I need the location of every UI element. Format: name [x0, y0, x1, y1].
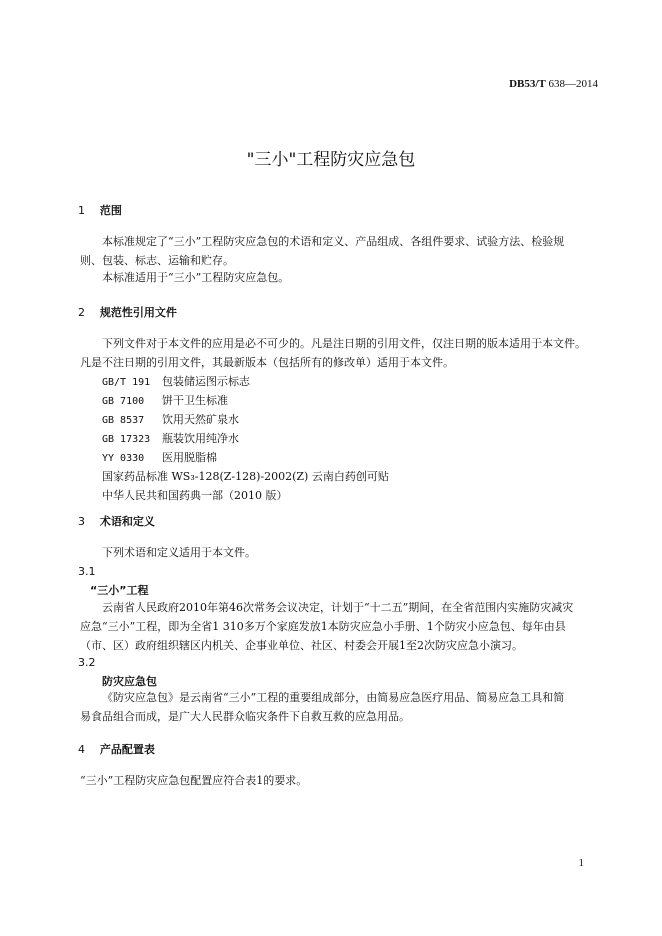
term-3-2-definition-line-1: 《防灾应急包》是云南省“三小”工程的重要组成部分，由简易应急医疗用品、简易应急工具和简 [102, 691, 565, 704]
term-3-2-title: 防灾应急包 [102, 675, 157, 688]
reference-item [102, 391, 228, 412]
term-3-2-definition-line-2: 易食品组合而成，是广大人民群众临灾条件下自救互救的应急用品。 [80, 710, 410, 723]
document-code [509, 78, 598, 90]
document-code-number: 638—2014 [548, 78, 598, 90]
term-3-1-title: “三小”工程 [90, 584, 149, 597]
reference-item [102, 448, 217, 469]
section-1-paragraph-1-line-1: 本标准规定了“三小”工程防灾应急包的术语和定义、产品组成、各组件要求、试验方法、检验规 [102, 235, 565, 248]
reference-item [102, 372, 250, 393]
section-3-number: 3 [78, 515, 85, 528]
reference-name: 瓶装饮用纯净水 [162, 432, 239, 445]
reference-item-drug-standard: 国家药品标准 WS₃-128(Z-128)-2002(Z) 云南白药创可贴 [102, 470, 389, 483]
section-3-heading [78, 513, 155, 529]
reference-item [102, 410, 239, 431]
reference-code: GB/T 191 [102, 377, 151, 388]
term-3-1-definition-line-3: （市、区）政府组织辖区内机关、企事业单位、社区、村委会开展1至2次防灾应急小演习。 [80, 639, 523, 652]
reference-name: 包装储运图示标志 [162, 375, 250, 388]
section-2-paragraph-line-2: 凡是不注日期的引用文件，其最新版本（包括所有的修改单）适用于本文件。 [80, 356, 454, 369]
section-1-title: 范围 [99, 204, 122, 217]
reference-item [102, 429, 239, 450]
reference-name: 饮用天然矿泉水 [162, 413, 239, 426]
reference-code: YY 0330 [102, 453, 145, 464]
section-2-paragraph-line-1: 下列文件对于本文件的应用是必不可少的。凡是注日期的引用文件，仅注日期的版本适用于本文件。 [102, 337, 586, 350]
term-3-1-number: 3.1 [78, 565, 96, 578]
reference-code: GB 8537 [102, 415, 145, 426]
page-title: "三小"工程防灾应急包 [246, 150, 416, 170]
section-4-number: 4 [78, 743, 85, 756]
term-3-1-definition-line-1: 云南省人民政府2010年第46次常务会议决定，计划于“十二五”期间，在全省范围内实施防灾减灾 [102, 601, 574, 614]
reference-name: 饼干卫生标准 [162, 394, 228, 407]
section-1-number: 1 [78, 204, 85, 217]
section-3-title: 术语和定义 [99, 515, 155, 528]
section-1-paragraph-2: 本标准适用于“三小”工程防灾应急包。 [102, 271, 290, 284]
reference-name: 医用脱脂棉 [162, 451, 217, 464]
section-4-heading [78, 741, 155, 757]
reference-code: GB 7100 [102, 396, 145, 407]
section-1-paragraph-1-line-2: 则、包装、标志、运输和贮存。 [80, 254, 234, 267]
term-3-1-definition-line-2: 应急“三小”工程，即为全省1 310多万个家庭发放1本防灾应急小手册、1个防灾小应急包、每年由县 [80, 620, 566, 633]
document-code-prefix: DB53/T [509, 78, 546, 90]
page-number: 1 [578, 857, 584, 869]
section-2-title: 规范性引用文件 [99, 306, 177, 319]
reference-code: GB 17323 [102, 434, 151, 445]
section-4-title: 产品配置表 [99, 743, 155, 756]
term-3-2-number: 3.2 [78, 656, 96, 669]
section-1-heading [78, 202, 122, 218]
section-2-heading [78, 304, 177, 320]
reference-item-pharmacopoeia: 中华人民共和国药典一部（2010 版） [102, 489, 288, 502]
section-4-paragraph: “三小”工程防灾应急包配置应符合表1的要求。 [80, 774, 308, 787]
section-3-intro: 下列术语和定义适用于本文件。 [102, 546, 256, 559]
section-2-number: 2 [78, 306, 85, 319]
